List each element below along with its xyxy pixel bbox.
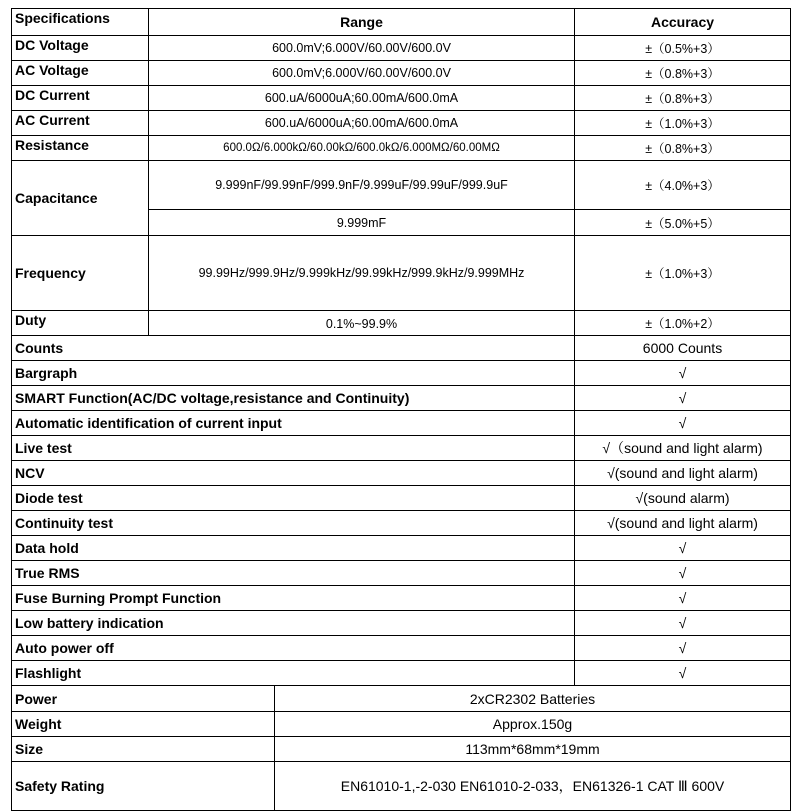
measurement-range-ac-voltage: 600.0mV;6.000V/60.00V/600.0V	[148, 60, 575, 86]
feature-value-automatic-identification-of-current-input: √	[574, 410, 791, 436]
general-value-power: 2xCR2302 Batteries	[274, 685, 791, 712]
general-value-safety-rating: EN61010-1,-2-030 EN61010-2-033，EN61326-1 CAT Ⅲ 600V	[274, 761, 791, 811]
feature-value-flashlight: √	[574, 660, 791, 686]
feature-value-continuity-test: √(sound and light alarm)	[574, 510, 791, 536]
feature-label-ncv: NCV	[11, 460, 575, 486]
measurement-accuracy2-capacitance: ±（5.0%+5）	[574, 209, 791, 236]
feature-label-continuity-test: Continuity test	[11, 510, 575, 536]
measurement-label-frequency: Frequency	[11, 235, 149, 311]
measurement-accuracy-ac-voltage: ±（0.8%+3）	[574, 60, 791, 86]
measurement-label-duty: Duty	[11, 310, 149, 336]
measurement-range-resistance: 600.0Ω/6.000kΩ/60.00kΩ/600.0kΩ/6.000MΩ/60.00MΩ	[148, 135, 575, 161]
measurement-label-ac-voltage: AC Voltage	[11, 60, 149, 86]
feature-label-automatic-identification-of-current-input: Automatic identification of current input	[11, 410, 575, 436]
feature-value-bargraph: √	[574, 360, 791, 386]
general-value-weight: Approx.150g	[274, 711, 791, 737]
measurement-accuracy-dc-voltage: ±（0.5%+3）	[574, 35, 791, 61]
measurement-range-duty: 0.1%~99.9%	[148, 310, 575, 336]
feature-label-flashlight: Flashlight	[11, 660, 575, 686]
feature-value-live-test: √（sound and light alarm)	[574, 435, 791, 461]
feature-label-diode-test: Diode test	[11, 485, 575, 511]
measurement-label-capacitance: Capacitance	[11, 160, 149, 236]
feature-value-diode-test: √(sound alarm)	[574, 485, 791, 511]
measurement-range-dc-current: 600.uA/6000uA;60.00mA/600.0mA	[148, 85, 575, 111]
measurement-label-dc-current: DC Current	[11, 85, 149, 111]
measurement-label-ac-current: AC Current	[11, 110, 149, 136]
feature-value-smart-function-ac-dc-voltage-resistance-and-continuity: √	[574, 385, 791, 411]
feature-label-low-battery-indication: Low battery indication	[11, 610, 575, 636]
measurement-range-dc-voltage: 600.0mV;6.000V/60.00V/600.0V	[148, 35, 575, 61]
measurement-accuracy-ac-current: ±（1.0%+3）	[574, 110, 791, 136]
measurement-accuracy-capacitance: ±（4.0%+3）	[574, 160, 791, 210]
general-label-size: Size	[11, 736, 275, 762]
feature-value-counts: 6000 Counts	[574, 335, 791, 361]
general-label-safety-rating: Safety Rating	[11, 761, 275, 811]
feature-label-true-rms: True RMS	[11, 560, 575, 586]
feature-value-auto-power-off: √	[574, 635, 791, 661]
feature-value-true-rms: √	[574, 560, 791, 586]
measurement-range-frequency: 99.99Hz/999.9Hz/9.999kHz/99.99kHz/999.9kHz/9.999MHz	[148, 235, 575, 311]
header-specifications: Specifications	[11, 8, 149, 36]
measurement-label-dc-voltage: DC Voltage	[11, 35, 149, 61]
feature-value-low-battery-indication: √	[574, 610, 791, 636]
general-value-size: 113mm*68mm*19mm	[274, 736, 791, 762]
feature-label-data-hold: Data hold	[11, 535, 575, 561]
measurement-label-resistance: Resistance	[11, 135, 149, 161]
feature-value-fuse-burning-prompt-function: √	[574, 585, 791, 611]
feature-value-ncv: √(sound and light alarm)	[574, 460, 791, 486]
measurement-range-capacitance: 9.999nF/99.99nF/999.9nF/9.999uF/99.99uF/999.9uF	[148, 160, 575, 210]
feature-label-fuse-burning-prompt-function: Fuse Burning Prompt Function	[11, 585, 575, 611]
header-accuracy: Accuracy	[574, 8, 791, 36]
header-range: Range	[148, 8, 575, 36]
feature-value-data-hold: √	[574, 535, 791, 561]
feature-label-bargraph: Bargraph	[11, 360, 575, 386]
measurement-accuracy-frequency: ±（1.0%+3）	[574, 235, 791, 311]
feature-label-counts: Counts	[11, 335, 575, 361]
measurement-accuracy-duty: ±（1.0%+2）	[574, 310, 791, 336]
measurement-accuracy-resistance: ±（0.8%+3）	[574, 135, 791, 161]
measurement-range2-capacitance: 9.999mF	[148, 209, 575, 236]
feature-label-smart-function-ac-dc-voltage-resistance-and-continuity: SMART Function(AC/DC voltage,resistance and Continuity)	[11, 385, 575, 411]
general-label-power: Power	[11, 685, 275, 712]
general-label-weight: Weight	[11, 711, 275, 737]
feature-label-auto-power-off: Auto power off	[11, 635, 575, 661]
measurement-accuracy-dc-current: ±（0.8%+3）	[574, 85, 791, 111]
feature-label-live-test: Live test	[11, 435, 575, 461]
measurement-range-ac-current: 600.uA/6000uA;60.00mA/600.0mA	[148, 110, 575, 136]
